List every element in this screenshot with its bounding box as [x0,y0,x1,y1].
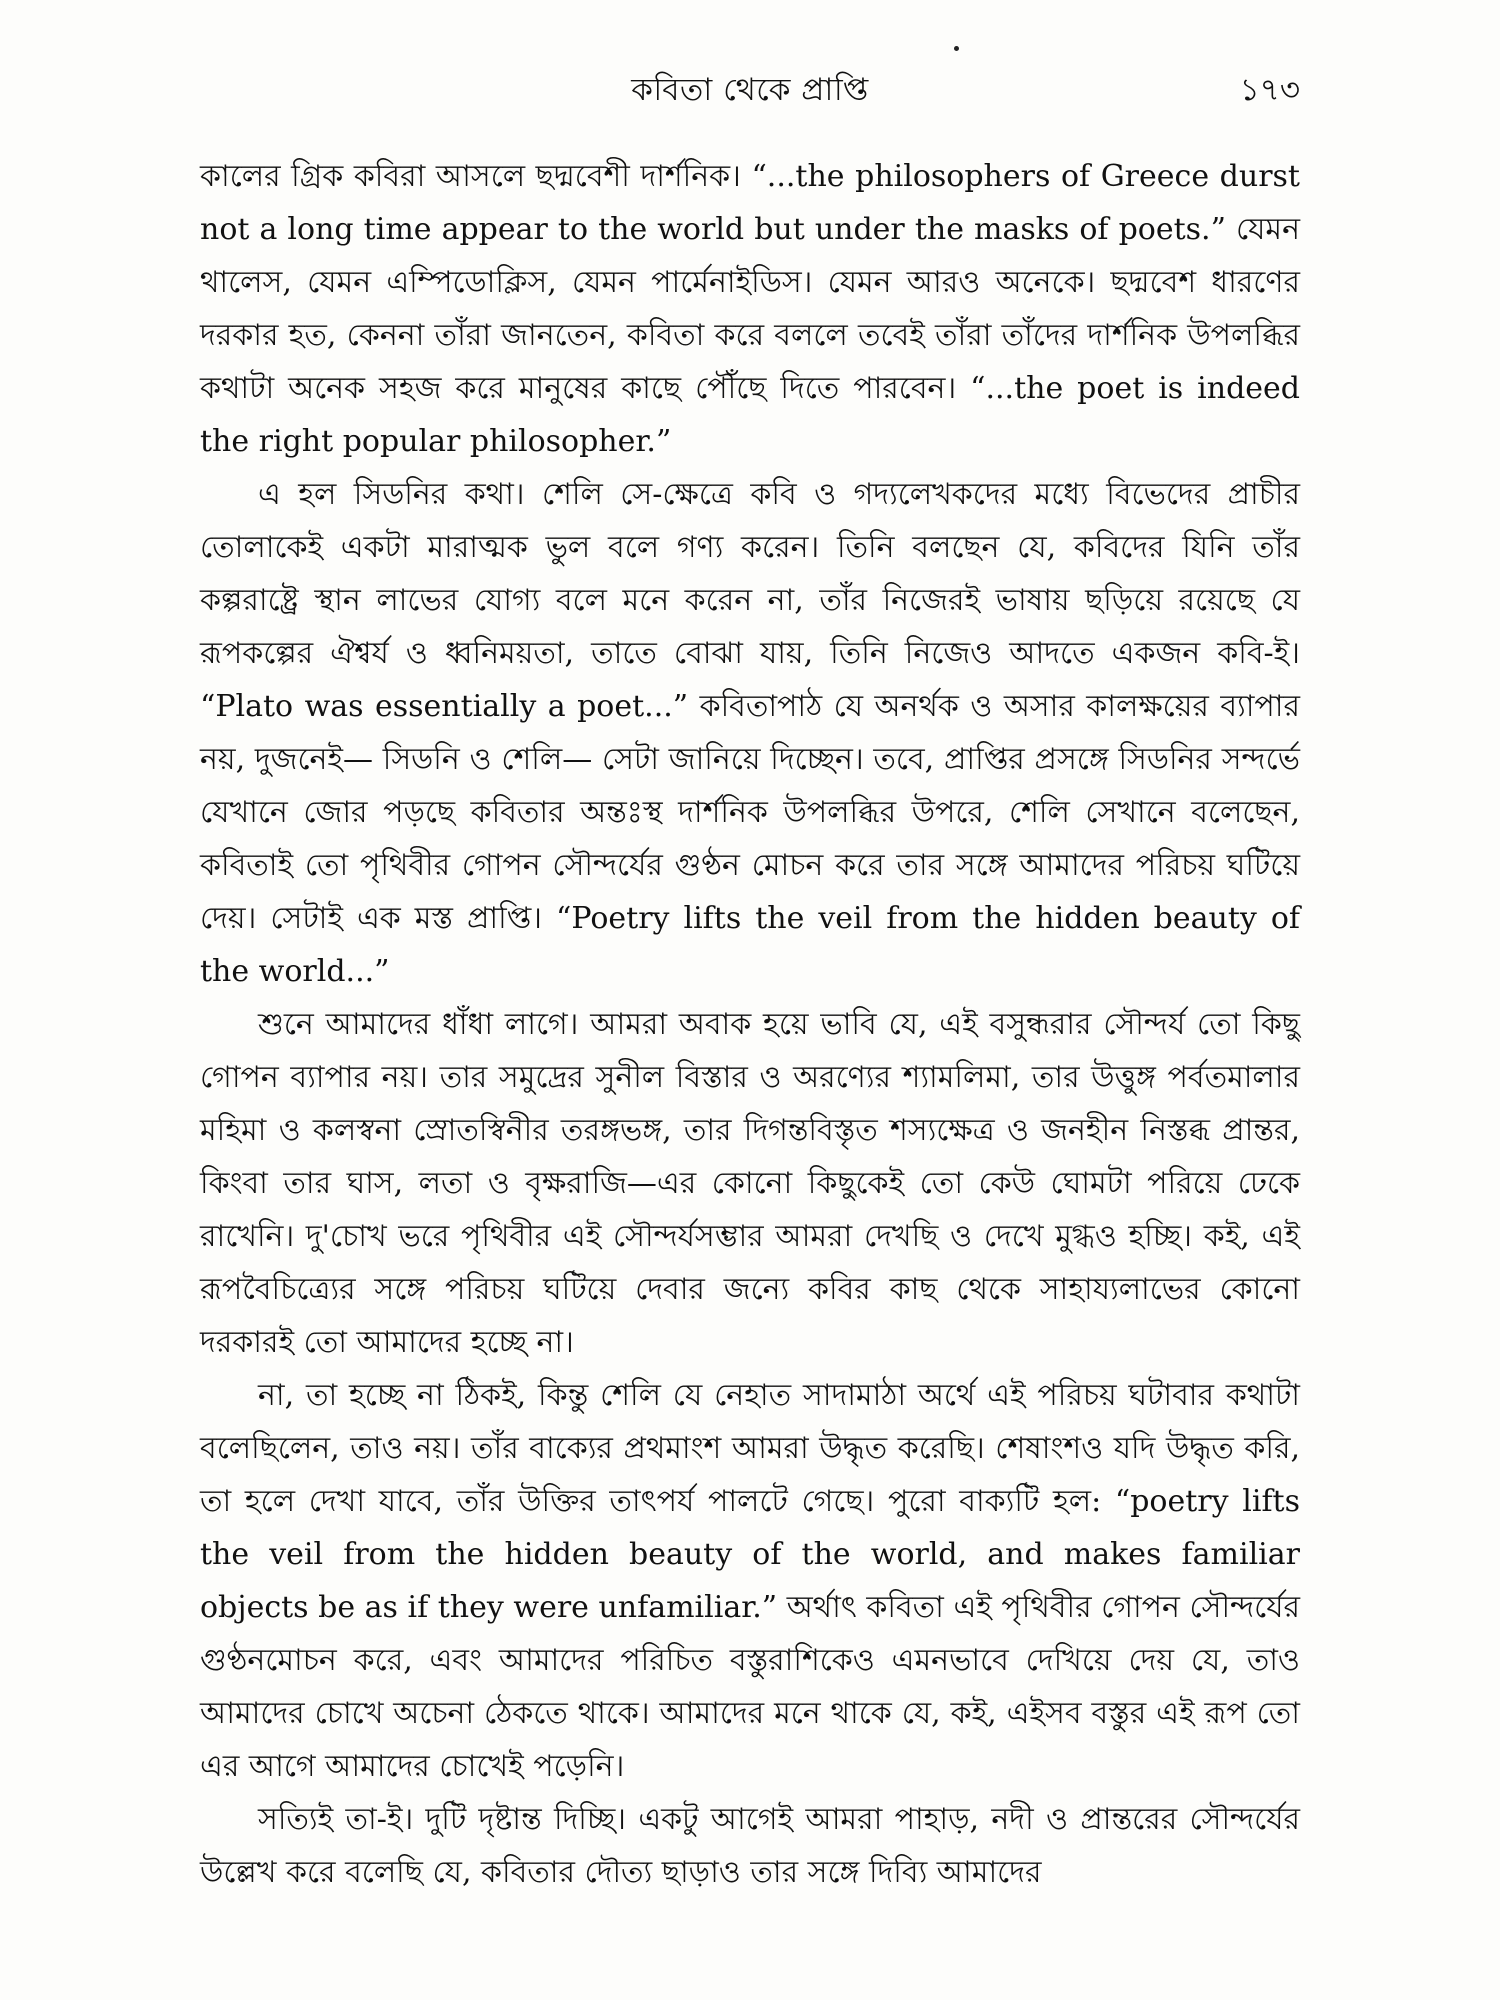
paragraph-2: এ হল সিডনির কথা। শেলি সে-ক্ষেত্রে কবি ও গদ্যলেখকদের মধ্যে বিভেদের প্রাচীর তোলাকেই একটা মারাত্মক ভুল বলে গণ্য করেন। তিনি বলছেন যে, কবিদের যিনি তাঁর কল্পরাষ্ট্রে স্থান লাভের যোগ্য বলে মনে করেন না, তাঁর নিজেরই ভাষায় ছড়িয়ে রয়েছে যে রূপকল্পের ঐশ্বর্য ও ধ্বনিময়তা, তাতে বোঝা যায়, তিনি নিজেও আদতে একজন কবি-ই। “Plato was essentially a poet...” কবিতাপাঠ যে অনর্থক ও অসার কালক্ষয়ের ব্যাপার নয়, দুজনেই— সিডনি ও শেলি— সেটা জানিয়ে দিচ্ছেন। তবে, প্রাপ্তির প্রসঙ্গে সিডনির সন্দর্ভে যেখানে জোর পড়ছে কবিতার অন্তঃস্থ দার্শনিক উপলব্ধির উপরে, শেলি সেখানে বলেছেন, কবিতাই তো পৃথিবীর গোপন সৌন্দর্যের গুণ্ঠন মোচন করে তার সঙ্গে আমাদের পরিচয় ঘটিয়ে দেয়। সেটাই এক মস্ত প্রাপ্তি। “Poetry lifts the veil from the hidden beauty of the world...” [200,477,1300,989]
paragraph-3: শুনে আমাদের ধাঁধা লাগে। আমরা অবাক হয়ে ভাবি যে, এই বসুন্ধরার সৌন্দর্য তো কিছু গোপন ব্যাপার নয়। তার সমুদ্রের সুনীল বিস্তার ও অরণ্যের শ্যামলিমা, তার উত্তুঙ্গ পর্বতমালার মহিমা ও কলস্বনা স্রোতস্বিনীর তরঙ্গভঙ্গ, তার দিগন্তবিস্তৃত শস্যক্ষেত্র ও জনহীন নিস্তব্ধ প্রান্তর, কিংবা তার ঘাস, লতা ও বৃক্ষরাজি—এর কোনো কিছুকেই তো কেউ ঘোমটা পরিয়ে ঢেকে রাখেনি। দু'চোখ ভরে পৃথিবীর এই সৌন্দর্যসম্ভার আমরা দেখছি ও দেখে মুগ্ধও হচ্ছি। কই, এই রূপবৈচিত্র্যের সঙ্গে পরিচয় ঘটিয়ে দেবার জন্যে কবির কাছ থেকে সাহায্যলাভের কোনো দরকারই তো আমাদের হচ্ছে না। [200,1007,1300,1360]
page-number: ১৭৩ [1239,72,1300,108]
running-header [200,60,1300,120]
print-speck [954,46,959,51]
paragraph-1: কালের গ্রিক কবিরা আসলে ছদ্মবেশী দার্শনিক। “...the philosophers of Greece durst not a long time appear to the world but under the masks of poets.” যেমন থালেস, যেমন এম্পিডোক্লিস, যেমন পার্মেনাইডিস। যেমন আরও অনেকে। ছদ্মবেশ ধারণের দরকার হত, কেননা তাঁরা জানতেন, কবিতা করে বললে তবেই তাঁরা তাঁদের দার্শনিক উপলব্ধির কথাটা অনেক সহজ করে মানুষের কাছে পৌঁছে দিতে পারবেন। “...the poet is indeed the right popular philosopher.” [200,159,1300,459]
paragraph-5: সত্যিই তা-ই। দুটি দৃষ্টান্ত দিচ্ছি। একটু আগেই আমরা পাহাড়, নদী ও প্রান্তরের সৌন্দর্যের উল্লেখ করে বলেছি যে, কবিতার দৌত্য ছাড়াও তার সঙ্গে দিব্যি আমাদের [200,1802,1300,1890]
paragraph-4: না, তা হচ্ছে না ঠিকই, কিন্তু শেলি যে নেহাত সাদামাঠা অর্থে এই পরিচয় ঘটাবার কথাটা বলেছিলেন, তাও নয়। তাঁর বাক্যের প্রথমাংশ আমরা উদ্ধৃত করেছি। শেষাংশও যদি উদ্ধৃত করি, তা হলে দেখা যাবে, তাঁর উক্তির তাৎপর্য পালটে গেছে। পুরো বাক্যটি হল: “poetry lifts the veil from the hidden beauty of the world, and makes familiar objects be as if they were unfamiliar.” অর্থাৎ কবিতা এই পৃথিবীর গোপন সৌন্দর্যের গুণ্ঠনমোচন করে, এবং আমাদের পরিচিত বস্তুরাশিকেও এমনভাবে দেখিয়ে দেয় যে, তাও আমাদের চোখে অচেনা ঠেকতে থাকে। আমাদের মনে থাকে যে, কই, এইসব বস্তুর এই রূপ তো এর আগে আমাদের চোখেই পড়েনি। [200,1378,1300,1784]
running-title: কবিতা থেকে প্রাপ্তি [631,72,869,108]
body-text [200,150,1300,1899]
